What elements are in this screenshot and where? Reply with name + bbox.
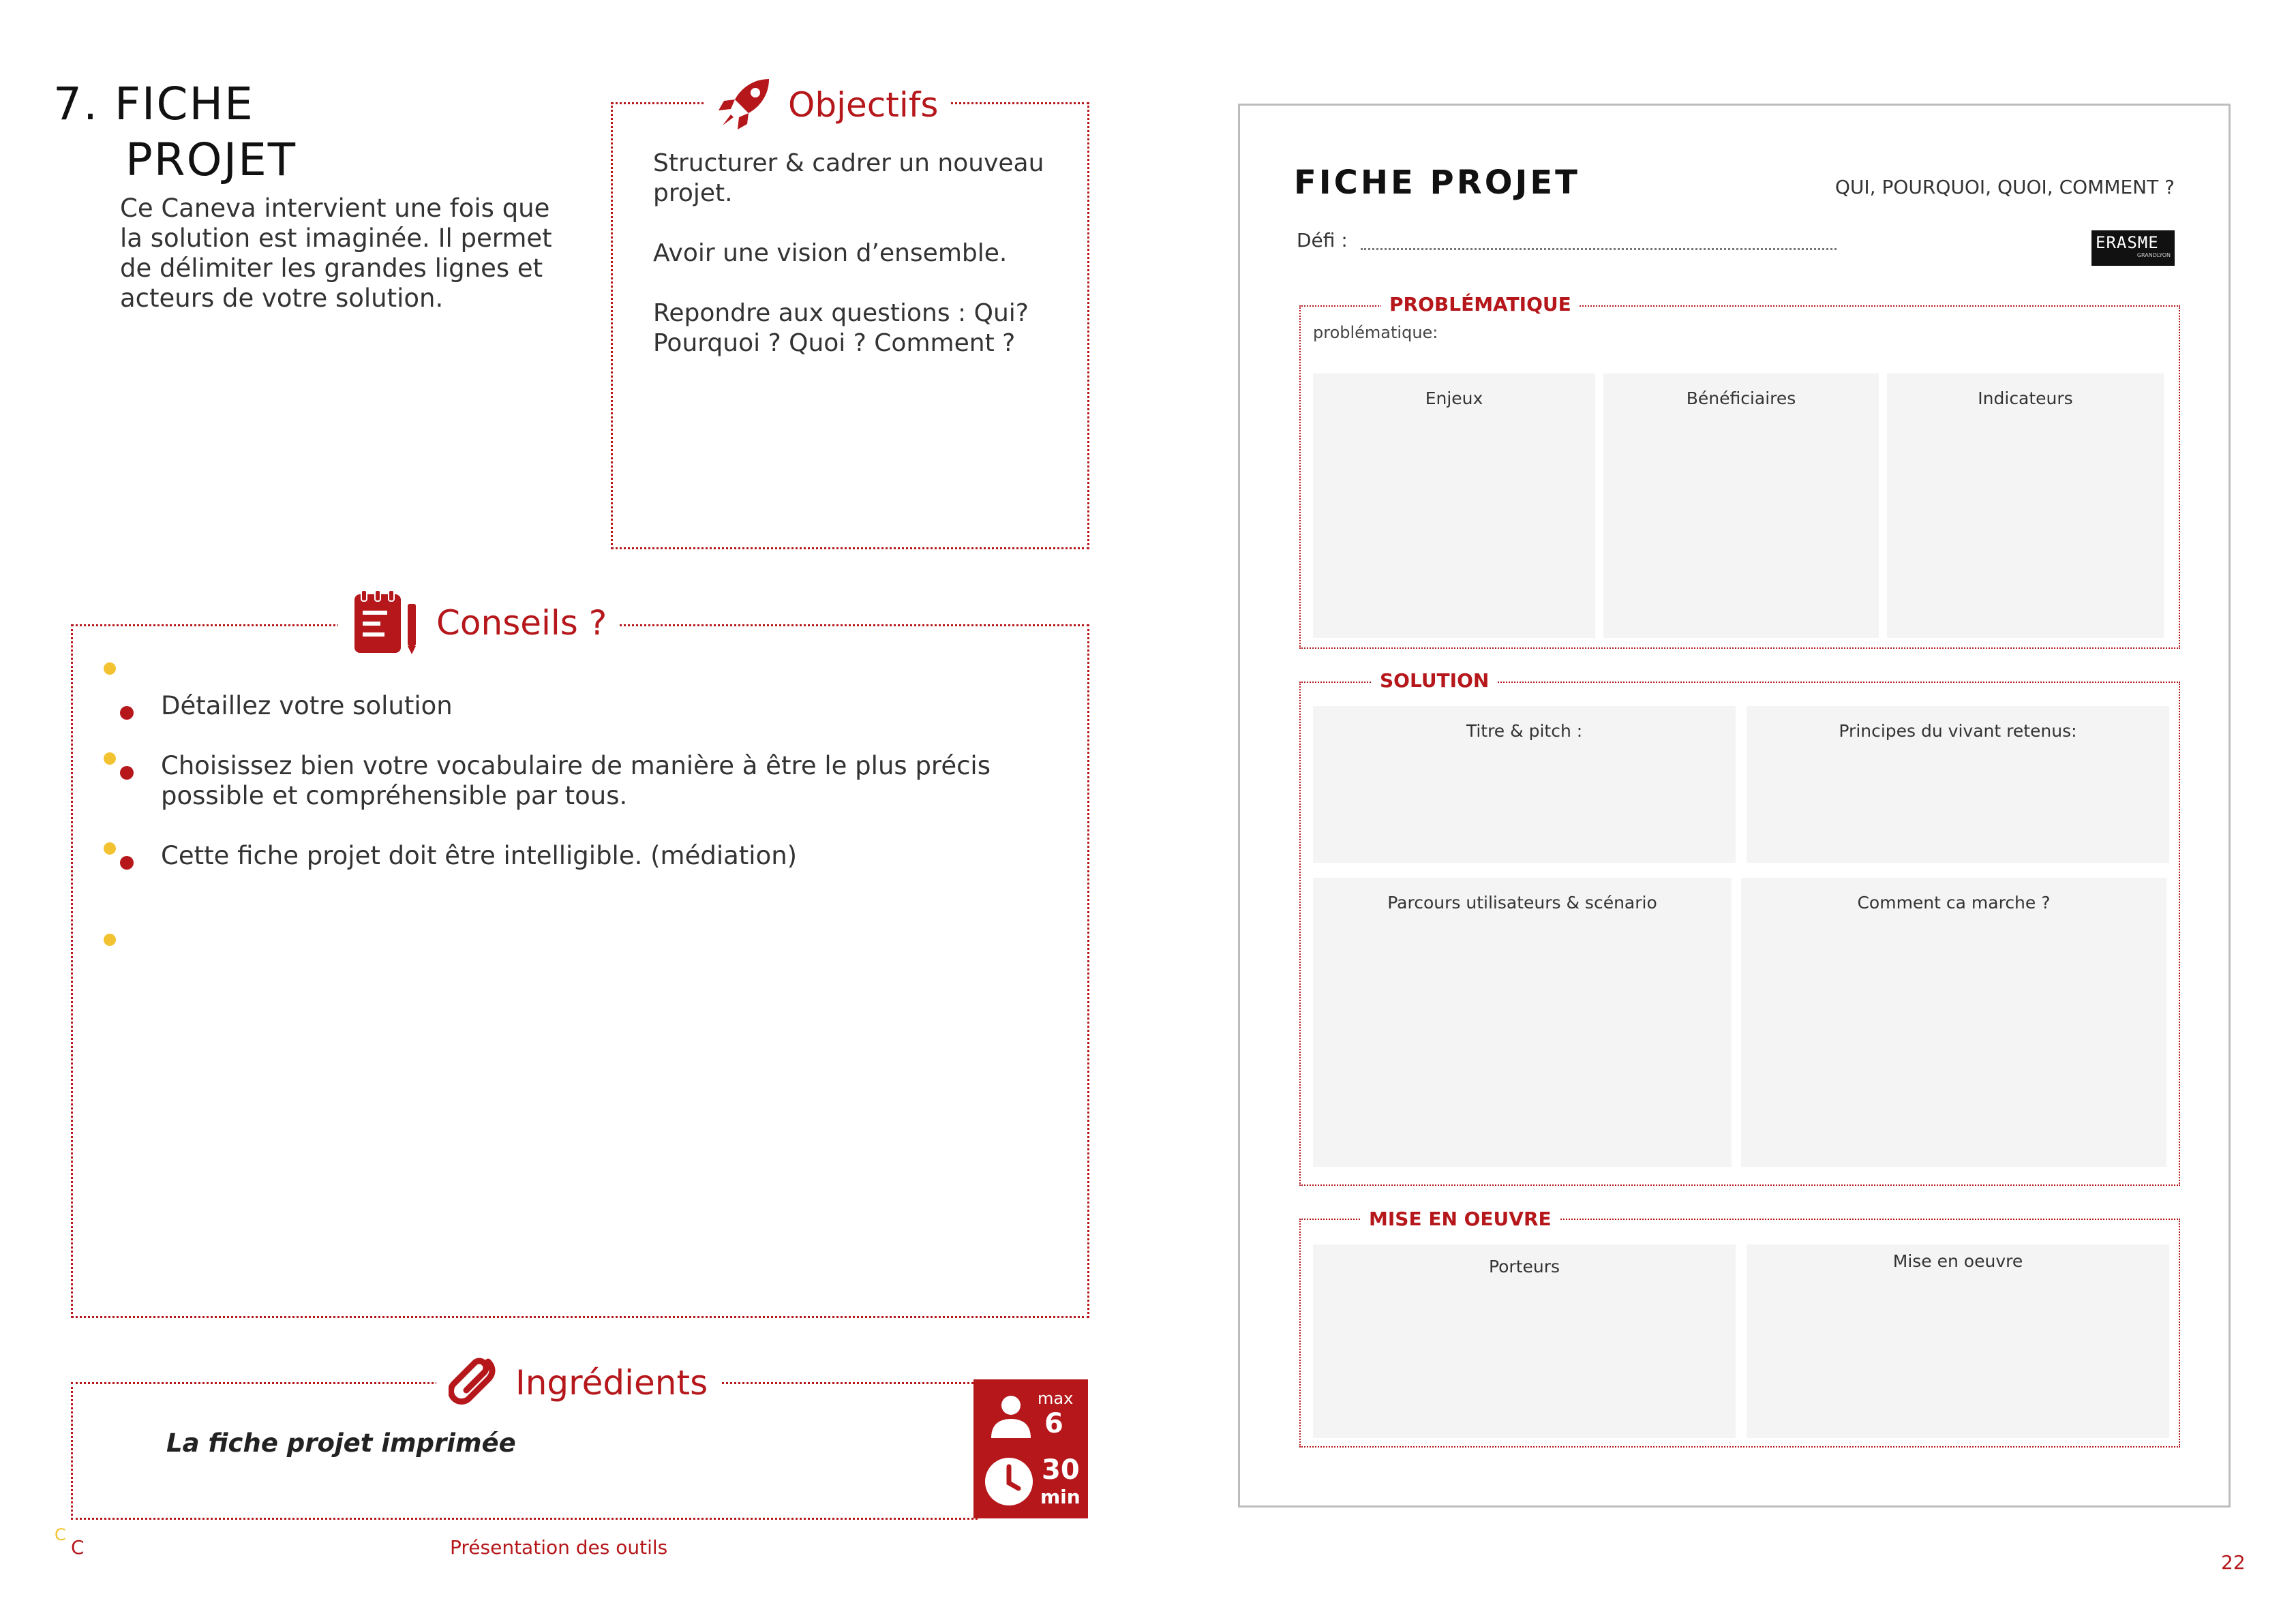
paperclip-icon — [449, 1355, 500, 1411]
sheet-subtitle: QUI, POURQUOI, QUOI, COMMENT ? — [1834, 176, 2175, 198]
cell-label: Titre & pitch : — [1466, 721, 1583, 741]
logo-subtext: GRANDLYON — [2136, 252, 2171, 258]
list-item — [161, 751, 1047, 811]
objectifs-title: Objectifs — [788, 85, 939, 125]
cell-comment-ca-marche[interactable] — [1741, 878, 2166, 1167]
cell-mise-en-oeuvre[interactable] — [1747, 1244, 2169, 1438]
objectif-item: Repondre aux questions : Qui? Pourquoi ? Quoi ? Comment ? — [653, 299, 1029, 357]
objectif-item: Structurer & cadrer un nouveau projet. — [653, 149, 1044, 207]
page-number: 22 — [2221, 1551, 2246, 1574]
logo-text: ERASME — [2096, 233, 2159, 252]
tip-text: Détaillez votre solution — [161, 691, 453, 720]
tip-text: Cette fiche projet doit être intelligible. (médiation) — [161, 841, 798, 870]
cell-beneficiaires[interactable] — [1603, 373, 1879, 638]
cell-indicateurs[interactable] — [1887, 373, 2164, 638]
cell-label: Bénéficiaires — [1686, 388, 1796, 408]
solution-label: SOLUTION — [1372, 669, 1497, 692]
intro-text: Ce Caneva intervient une fois que la solution est imaginée. Il permet de délimiter les grandes lignes et acteurs de votre solution. — [120, 194, 552, 313]
footer-logo-c2: C — [71, 1536, 85, 1559]
bullet-dot — [120, 766, 134, 780]
title-line-1: FICHE — [114, 78, 254, 130]
defi-field[interactable] — [1361, 248, 1837, 250]
rocket-icon — [716, 75, 773, 135]
max-label: max — [1038, 1389, 1074, 1408]
ingredients-text: La fiche projet imprimée — [166, 1428, 516, 1458]
section-number: 7. — [53, 78, 99, 130]
objectifs-list — [653, 149, 1089, 388]
ingredients-title: Ingrédients — [515, 1363, 708, 1403]
erasme-logo — [2091, 230, 2175, 266]
cell-label: Mise en oeuvre — [1892, 1251, 2023, 1271]
cell-label: Principes du vivant retenus: — [1839, 721, 2077, 741]
bullet-dot — [104, 934, 116, 946]
cell-label: Porteurs — [1488, 1257, 1560, 1276]
cell-porteurs[interactable] — [1313, 1244, 1736, 1438]
tip-text: Choisissez bien votre vocabulaire de manière à être le plus précis possible et compréhensible par tous. — [161, 751, 991, 810]
bullet-dot — [120, 706, 134, 720]
conseils-header — [338, 587, 619, 658]
conseils-list — [161, 691, 1047, 901]
problematique-label: PROBLÉMATIQUE — [1381, 293, 1580, 316]
list-item — [161, 691, 1047, 721]
cell-label: Indicateurs — [1978, 388, 2073, 408]
cell-label: Parcours utilisateurs & scénario — [1387, 893, 1657, 913]
title-line-2: PROJET — [125, 134, 297, 186]
bullet-dot — [120, 856, 134, 870]
bullet-dot — [104, 752, 116, 765]
cell-parcours-utilisateurs[interactable] — [1313, 878, 1732, 1167]
time-value: 30 — [1042, 1454, 1080, 1486]
conseils-title: Conseils ? — [436, 603, 607, 643]
person-icon — [987, 1393, 1035, 1443]
page-title — [53, 76, 297, 188]
participants-time-badge — [973, 1379, 1088, 1518]
defi-label: Défi : — [1297, 229, 1348, 251]
ingredients-header — [436, 1355, 720, 1411]
problematique-sublabel: problématique: — [1313, 323, 1438, 342]
objectifs-header — [704, 75, 950, 135]
list-item — [161, 841, 1047, 871]
cell-label: Comment ca marche ? — [1857, 893, 2051, 913]
bullet-dot — [104, 842, 116, 855]
footer-text: Présentation des outils — [450, 1536, 668, 1559]
objectif-item: Avoir une vision d’ensemble. — [653, 239, 1008, 267]
cell-titre-pitch[interactable] — [1313, 706, 1736, 863]
notepad-icon — [350, 587, 421, 658]
sheet-title: FICHE PROJET — [1294, 164, 1580, 202]
bullet-dot — [104, 662, 116, 675]
cell-label: Enjeux — [1425, 388, 1483, 408]
people-count: 6 — [1044, 1408, 1063, 1439]
time-unit: min — [1040, 1486, 1081, 1508]
mise-en-oeuvre-label: MISE EN OEUVRE — [1361, 1208, 1560, 1230]
cell-principes-vivant[interactable] — [1747, 706, 2169, 863]
clock-icon — [983, 1456, 1035, 1510]
footer-logo-c1: C — [55, 1525, 66, 1544]
cell-enjeux[interactable] — [1313, 373, 1595, 638]
